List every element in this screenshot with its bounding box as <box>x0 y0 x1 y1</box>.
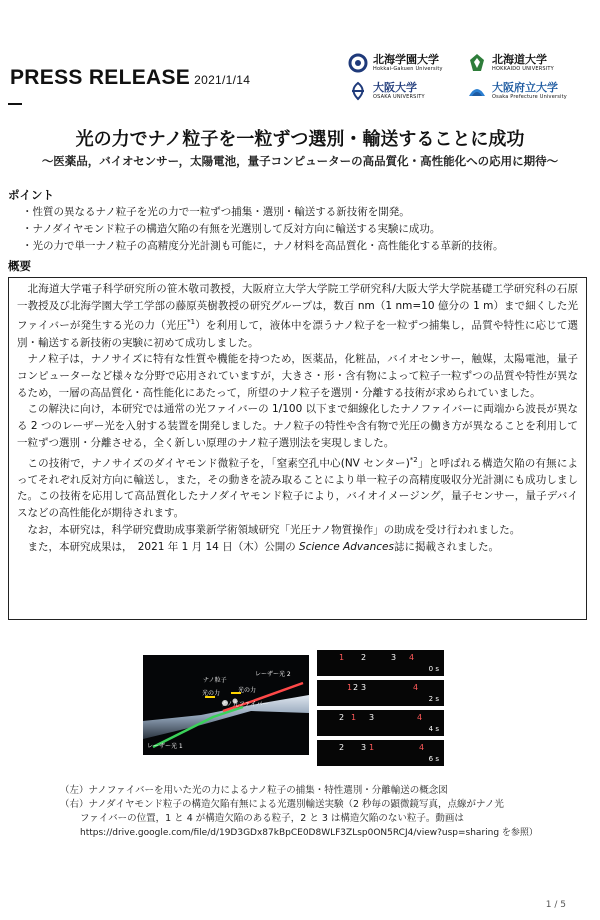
figure-label: ナノ粒子 <box>203 677 227 684</box>
logo-hokkai-gakuen <box>347 52 443 74</box>
page-title: 光の力でナノ粒子を一粒ずつ選別・輸送することに成功 <box>75 129 525 150</box>
timelapse-frame <box>317 680 444 706</box>
logo-osaka-prefecture <box>466 80 567 102</box>
figure-concept-diagram <box>143 655 309 755</box>
particle-number: 3 <box>391 653 397 662</box>
particle-number: 4 <box>419 743 425 752</box>
frame-time: 0 s <box>428 665 439 673</box>
particle-number: 2 <box>339 713 345 722</box>
hokkai-gakuen-emblem-icon <box>347 52 369 74</box>
header-rule <box>8 103 22 105</box>
summary-paragraph: ナノ粒子は，ナノサイズに特有な性質や機能を持つため，医薬品，化粧品，バイオセンサー，触媒，太陽電池，量子コンピューターなど様々な分野で応用されていますが，大きさ・形・含有物によって粒子一粒ずつの品質や特性が異なるため，一層の高品質化・高性能化にあたって，所望のナノ粒子を選別・分離する技術が求められていました。 <box>17 353 578 399</box>
summary-paragraph: なお，本研究は，科学研究費助成事業新学術領域研究「光圧ナノ物質操作」の助成を受け行われました。 <box>27 523 521 536</box>
figure-label: 光の力 <box>238 687 257 694</box>
logo-name: 大阪大学 <box>373 81 417 94</box>
figure-caption-right: （右）ナノダイヤモンド粒子の構造欠陥有無による光選別輸送実験（2 秒毎の顕微鏡写真，点線がナノ光 <box>60 799 504 810</box>
frame-time: 2 s <box>428 695 439 703</box>
particle-number: 4 <box>409 653 415 662</box>
summary-paragraph: この解決に向け，本研究では通常の光ファイバーの 1/100 以下まで細線化したナノファイバーに両端から波長が異なる 2 つのレーザー光を入射する装置を開発しました。ナノ粒子の特性や含有物で光圧の働き方が異なることを利用して一粒ずつ選別・分離させる，全く新しい原理のナノ粒子選別法を実現しました。 <box>17 403 578 449</box>
timelapse-frame <box>317 710 444 736</box>
hokkaido-emblem-icon <box>466 52 488 74</box>
point-item: ・性質の異なるナノ粒子を光の力で一粒ずつ捕集・選別・輸送する新技術を開発。 <box>22 206 410 218</box>
summary-paragraph: 北海道大学電子科学研究所の笹木敬司教授，大阪府立大学大学院工学研究科/大阪大学大学院基礎工学研究科の石原 一教授及び北海学園大学工学部の藤原英樹教授の研究グループは，数百 nm（1 nm=10 億分の 1 m）まで細くした光ファイバーが発生する光の力（光圧$^{*1}$）を利用して，液体中を漂うナノ粒子を一粒ずつ捕集し，品質や特性に応じて選別・輸送する新技術の実験に初めて成功しました。 <box>17 283 589 349</box>
timelapse-frame <box>317 740 444 766</box>
summary-box <box>8 277 587 620</box>
particle-number: 3 <box>361 743 367 752</box>
logo-hokkaido <box>466 52 554 74</box>
figure-label: レーザー光 2 <box>255 671 291 678</box>
press-release-label: PRESS RELEASE 2021/1/14 <box>10 66 251 89</box>
particle-number: 2 <box>353 683 359 692</box>
particle-number: 1 <box>339 653 345 662</box>
logo-subname: Osaka Prefecture University <box>492 94 567 100</box>
point-item: ・ナノダイヤモンド粒子の構造欠陥の有無を光選別して反対方向に輸送する実験に成功。 <box>22 223 441 235</box>
release-date: 2021/1/14 <box>194 73 251 87</box>
particle-number: 2 <box>339 743 345 752</box>
osaka-emblem-icon <box>347 80 369 102</box>
logo-name: 北海学園大学 <box>373 53 439 66</box>
summary-paragraph: また，本研究成果は， 2021 年 1 月 14 日（木）公開の Science Advances誌に掲載されました。 <box>27 540 499 553</box>
points-heading: ポイント <box>8 188 54 202</box>
particle-number: 1 <box>351 713 357 722</box>
figure-caption-left: （左）ナノファイバーを用いた光の力によるナノ粒子の捕集・特性選別・分離輸送の概念図 <box>60 785 448 796</box>
figure-label: レーザー光 1 <box>147 743 183 750</box>
logo-name: 大阪府立大学 <box>492 81 558 94</box>
logo-name: 北海道大学 <box>492 53 547 66</box>
particle-number: 2 <box>361 653 367 662</box>
figure-caption-link[interactable]: https://drive.google.com/file/d/19D3GDx87kBpCE0D8WLF3ZLsp0ON5RCJ4/view?usp=sharing を参照） <box>80 828 538 838</box>
particle-number: 4 <box>413 683 419 692</box>
logo-subname: OSAKA UNIVERSITY <box>373 94 425 100</box>
summary-paragraph: この技術で，ナノサイズのダイヤモンド微粒子を，「窒素空孔中心(NV センター)$^{*2}$」と呼ばれる構造欠陥の有無によってそれぞれ反対方向に輸送し，また，その動きを読み取ることにより単一粒子の高精度吸収分光計測にも成功しました。この技術を応用して高品質化したナノダイヤモンド粒子により，バイオイメージング，量子センサー，量子デバイスなどの高性能化が期待されます。 <box>17 455 579 520</box>
logo-osaka <box>347 80 425 102</box>
journal-name: Science Advances <box>299 540 394 553</box>
page-number: 1 / 5 <box>545 900 566 910</box>
point-item: ・光の力で単一ナノ粒子の高精度分光計測も可能に，ナノ材料を高品質化・高性能化する革新的技術。 <box>22 240 504 252</box>
logo-subname: Hokkai-Gakuen University <box>373 66 443 72</box>
osaka-prefecture-emblem-icon <box>466 80 488 102</box>
particle-number: 3 <box>369 713 375 722</box>
particle-number: 3 <box>361 683 367 692</box>
summary-heading: 概要 <box>8 259 31 273</box>
figure-label: ナノ光ファイバー <box>221 701 269 708</box>
figure-caption-right-cont: ファイバーの位置，1 と 4 が構造欠陥のある粒子，2 と 3 は構造欠陥のない粒子。動画は <box>80 813 464 824</box>
particle-number: 1 <box>347 683 353 692</box>
frame-time: 4 s <box>428 725 439 733</box>
frame-time: 6 s <box>428 755 439 763</box>
figure-label: 光の力 <box>202 690 221 697</box>
particle-number: 4 <box>417 713 423 722</box>
logo-subname: HOKKAIDO UNIVERSITY <box>492 66 554 72</box>
particle-number: 1 <box>369 743 375 752</box>
timelapse-frame <box>317 650 444 676</box>
figure-timelapse <box>317 650 444 770</box>
page-subtitle: ～医薬品，バイオセンサー，太陽電池，量子コンピューターの高品質化・高性能化への応用に期待～ <box>41 154 559 168</box>
